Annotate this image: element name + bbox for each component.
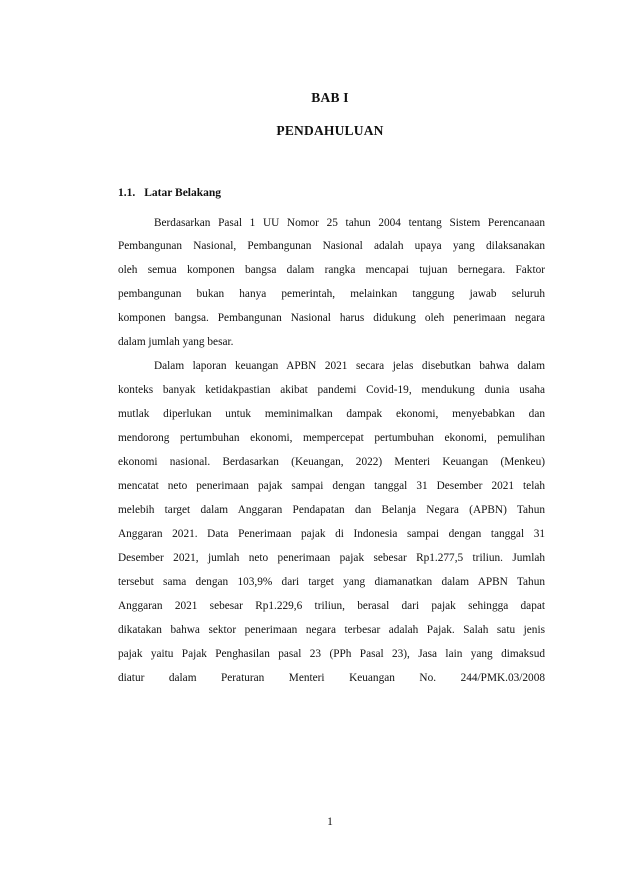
paragraph-line: Anggaran 2021 sebesar Rp1.229,6 triliun, berasal dari pajak sehingga dapat [118, 600, 545, 612]
paragraph-line: Pembangunan Nasional, Pembangunan Nasional adalah upaya yang dilaksanakan [118, 240, 545, 252]
paragraph-line: mendorong pertumbuhan ekonomi, mempercepat pertumbuhan ekonomi, pemulihan [118, 432, 545, 444]
page-number: 1 [327, 816, 333, 828]
paragraph-line: pembangunan bukan hanya pemerintah, melainkan tanggung jawab seluruh [118, 288, 545, 300]
paragraph-line: dalam jumlah yang besar. [118, 336, 234, 348]
section-heading [118, 187, 221, 199]
paragraph-line: oleh semua komponen bangsa dalam rangka mencapai tujuan bernegara. Faktor [118, 264, 545, 276]
paragraph-line: komponen bangsa. Pembangunan Nasional harus didukung oleh penerimaan negara [118, 312, 545, 324]
paragraph-line: pajak yaitu Pajak Penghasilan pasal 23 (PPh Pasal 23), Jasa lain yang dimaksud [118, 648, 545, 660]
paragraph-line: ekonomi nasional. Berdasarkan (Keuangan, 2022) Menteri Keuangan (Menkeu) [118, 456, 545, 468]
paragraph-line: Berdasarkan Pasal 1 UU Nomor 25 tahun 2004 tentang Sistem Perencanaan [154, 217, 545, 229]
paragraph-line: mencatat neto penerimaan pajak sampai dengan tanggal 31 Desember 2021 telah [118, 480, 545, 492]
paragraph-line: Dalam laporan keuangan APBN 2021 secara jelas disebutkan bahwa dalam [154, 360, 545, 372]
paragraph-line: tersebut sama dengan 103,9% dari target yang diamanatkan dalam APBN Tahun [118, 576, 545, 588]
chapter-title: PENDAHULUAN [276, 123, 384, 138]
paragraph-line: mutlak diperlukan untuk meminimalkan dampak ekonomi, menyebabkan dan [118, 408, 545, 420]
paragraph-line: Desember 2021, jumlah neto penerimaan pajak sebesar Rp1.277,5 triliun. Jumlah [118, 552, 545, 564]
paragraph-line: diatur dalam Peraturan Menteri Keuangan No. 244/PMK.03/2008 [118, 672, 545, 684]
chapter-label: BAB I [311, 90, 349, 105]
section-number: 1.1. [118, 187, 136, 199]
paragraph-line: melebih target dalam Anggaran Pendapatan dan Belanja Negara (APBN) Tahun [118, 504, 545, 516]
paragraph-line: konteks banyak ketidakpastian akibat pandemi Covid-19, mendukung dunia usaha [118, 384, 545, 396]
paragraph-line: dikatakan bahwa sektor penerimaan negara terbesar adalah Pajak. Salah satu jenis [118, 624, 545, 636]
section-title: Latar Belakang [144, 187, 222, 199]
paragraph-line: Anggaran 2021. Data Penerimaan pajak di Indonesia sampai dengan tanggal 31 [118, 528, 545, 540]
